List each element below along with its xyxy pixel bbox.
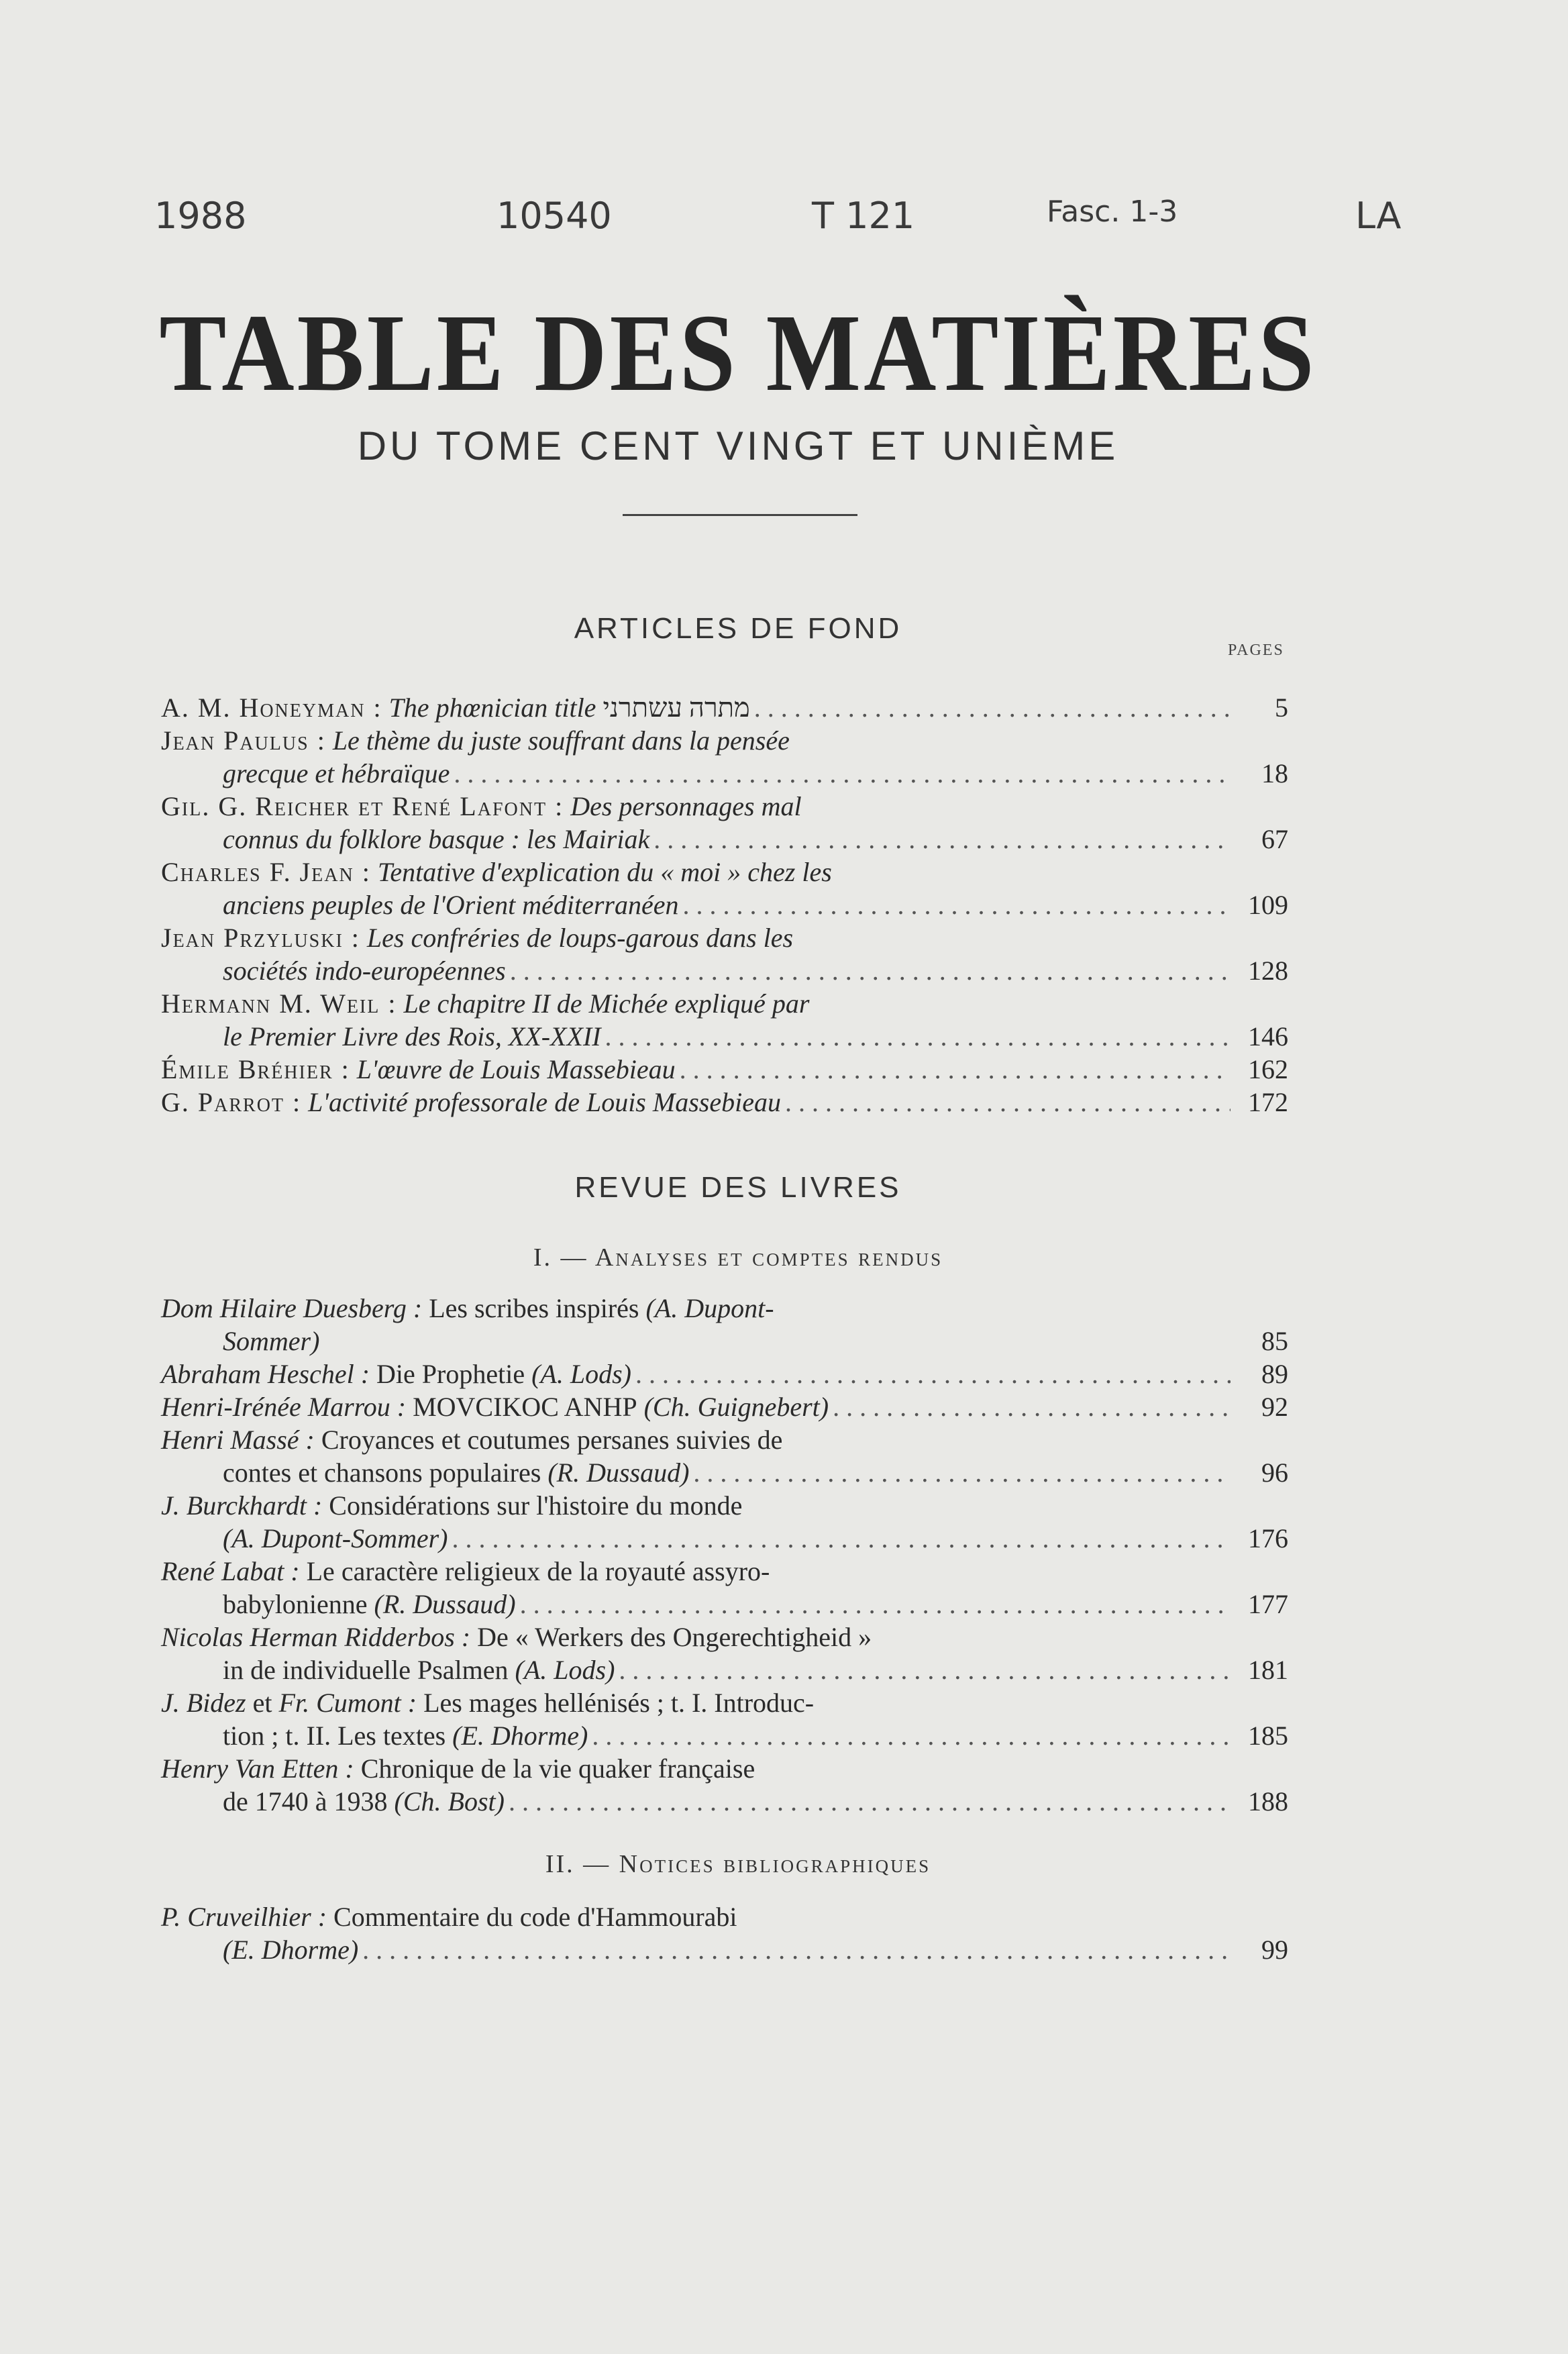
handwritten-note: LA	[1355, 195, 1402, 237]
review-entry	[161, 1621, 1288, 1686]
review-author: Henri-Irénée Marrou :	[161, 1392, 407, 1422]
review-entry	[161, 1390, 1288, 1423]
pages-column-label: PAGES	[1228, 642, 1284, 659]
article-title-cont: grecque et hébraïque	[223, 758, 450, 788]
review-book-cont: de 1740 à 1938	[223, 1786, 388, 1816]
article-title: Des personnages mal	[570, 791, 802, 821]
reviewer: (E. Dhorme)	[452, 1721, 588, 1751]
article-entry	[161, 856, 1288, 921]
review-author: Abraham Heschel :	[161, 1359, 370, 1389]
article-title: The phœnician title	[388, 693, 596, 723]
article-author: A. M. Honeyman :	[161, 693, 382, 723]
review-book: MOVCIKOC ANHP	[413, 1392, 637, 1422]
review-book-cont: in de individuelle Psalmen	[223, 1655, 509, 1685]
article-title-cont: sociétés indo-européennes	[223, 956, 506, 986]
review-author: J. Bidez	[161, 1688, 246, 1718]
review-book-cont: contes et chansons populaires	[223, 1457, 541, 1488]
page-number: 188	[1248, 1786, 1288, 1816]
page-number: 89	[1261, 1359, 1288, 1389]
review-book: Le caractère religieux de la royauté assyro-	[306, 1556, 770, 1586]
page-number: 85	[1261, 1326, 1288, 1356]
notice-author: P. Cruveilhier :	[161, 1902, 327, 1932]
page-number: 146	[1248, 1021, 1288, 1052]
reviewer: (E. Dhorme)	[223, 1935, 359, 1965]
reviewer: (A. Lods)	[531, 1359, 631, 1389]
article-title: L'activité professorale de Louis Massebieau	[308, 1087, 781, 1117]
reviewer: (Ch. Bost)	[394, 1786, 505, 1816]
review-entry	[161, 1358, 1288, 1390]
article-author: G. Parrot :	[161, 1087, 302, 1117]
leader-dots	[605, 1020, 1231, 1053]
leader-dots	[785, 1086, 1231, 1119]
page-number: 92	[1261, 1392, 1288, 1422]
article-title: Le thème du juste souffrant dans la pensée	[332, 725, 790, 756]
page-number: 128	[1248, 956, 1288, 986]
review-book: Croyances et coutumes persanes suivies de	[321, 1425, 783, 1455]
review-book-cont: babylonienne	[223, 1589, 368, 1619]
leader-dots	[654, 823, 1231, 856]
article-title-hebrew: מתרה עשתרני	[603, 693, 750, 723]
title-divider	[623, 514, 857, 516]
revue-heading: REVUE DES LIVRES	[574, 1171, 902, 1204]
leader-dots	[454, 757, 1231, 790]
review-author: J. Burckhardt :	[161, 1490, 323, 1521]
article-entry	[161, 987, 1288, 1053]
article-title: Le chapitre II de Michée expliqué par	[403, 988, 810, 1019]
review-conjunction: et	[252, 1688, 272, 1718]
review-entry	[161, 1489, 1288, 1555]
review-entry	[161, 1686, 1288, 1752]
article-author: Charles F. Jean :	[161, 857, 371, 887]
handwritten-note: T 121	[812, 195, 915, 237]
leader-dots	[520, 1588, 1231, 1621]
review-author: Henri Massé :	[161, 1425, 315, 1455]
article-title: L'œuvre de Louis Massebieau	[356, 1054, 676, 1084]
leader-dots	[635, 1358, 1231, 1390]
page-subtitle: DU TOME CENT VINGT ET UNIÈME	[357, 423, 1119, 468]
leader-dots	[510, 954, 1231, 987]
review-author: René Labat :	[161, 1556, 300, 1586]
leader-dots	[619, 1653, 1231, 1686]
reviewer: (A. Dupont-Sommer)	[223, 1523, 448, 1553]
article-entry	[161, 724, 1288, 790]
reviewer: (Ch. Guignebert)	[643, 1392, 829, 1422]
page-number: 5	[1275, 693, 1288, 723]
leader-dots	[754, 691, 1231, 724]
handwritten-note: 1988	[154, 195, 247, 237]
review-author: Henry Van Etten :	[161, 1753, 354, 1784]
article-title-cont: connus du folklore basque : les Mairiak	[223, 824, 650, 854]
leader-dots	[693, 1456, 1231, 1489]
analyses-heading: I. — Analyses et comptes rendus	[533, 1243, 943, 1272]
notice-entry	[161, 1900, 1288, 1966]
reviewer: (R. Dussaud)	[374, 1589, 516, 1619]
article-title-cont: anciens peuples de l'Orient méditerranéen	[223, 890, 679, 920]
article-author: Émile Bréhier :	[161, 1054, 350, 1084]
review-book: Die Prophetie	[376, 1359, 525, 1389]
article-entry	[161, 921, 1288, 987]
review-author-2: Fr. Cumont :	[278, 1688, 417, 1718]
review-book: Chronique de la vie quaker française	[360, 1753, 755, 1784]
handwritten-notes	[0, 195, 1568, 255]
review-book: Considérations sur l'histoire du monde	[329, 1490, 743, 1521]
review-book: De « Werkers des Ongerechtigheid »	[477, 1622, 872, 1652]
article-author: Jean Paulus :	[161, 725, 326, 756]
reviewer: (A. Dupont-	[645, 1293, 774, 1323]
page-number: 172	[1248, 1087, 1288, 1117]
review-entry	[161, 1292, 1288, 1358]
handwritten-note: 10540	[496, 195, 612, 237]
review-author: Dom Hilaire Duesberg :	[161, 1293, 423, 1323]
articles-heading: ARTICLES DE FOND	[574, 612, 902, 645]
review-author: Nicolas Herman Ridderbos :	[161, 1622, 471, 1652]
leader-dots	[683, 888, 1231, 921]
leader-dots	[592, 1719, 1231, 1752]
notices-heading: II. — Notices bibliographiques	[545, 1850, 931, 1878]
reviewer: (R. Dussaud)	[547, 1457, 690, 1488]
review-book: Les mages hellénisés ; t. I. Introduc-	[423, 1688, 815, 1718]
article-entry	[161, 790, 1288, 856]
page-number: 176	[1248, 1523, 1288, 1553]
article-title-cont: le Premier Livre des Rois, XX-XXII	[223, 1021, 601, 1052]
review-book: Les scribes inspirés	[429, 1293, 639, 1323]
reviewer: (A. Lods)	[515, 1655, 615, 1685]
review-book-cont: tion ; t. II. Les textes	[223, 1721, 446, 1751]
article-author: Hermann M. Weil :	[161, 988, 397, 1019]
review-entry	[161, 1423, 1288, 1489]
page-number: 67	[1261, 824, 1288, 854]
article-title: Les confréries de loups-garous dans les	[366, 923, 794, 953]
article-author: Jean Przyluski :	[161, 923, 360, 953]
page-number: 185	[1248, 1721, 1288, 1751]
page-number: 181	[1248, 1655, 1288, 1685]
leader-dots	[833, 1390, 1231, 1423]
article-entry	[161, 691, 1288, 724]
leader-dots	[680, 1053, 1231, 1086]
article-author: Gil. G. Reicher et René Lafont :	[161, 791, 564, 821]
page-number: 96	[1261, 1457, 1288, 1488]
page-number: 18	[1261, 758, 1288, 788]
page-number: 109	[1248, 890, 1288, 920]
page-title: TABLE DES MATIÈRES	[159, 291, 1317, 415]
page-number: 99	[1261, 1935, 1288, 1965]
page-number: 162	[1248, 1054, 1288, 1084]
review-entry	[161, 1555, 1288, 1621]
article-entry	[161, 1086, 1288, 1119]
article-title: Tentative d'explication du « moi » chez les	[377, 857, 832, 887]
reviewer-cont: Sommer)	[223, 1326, 320, 1356]
page-number: 177	[1248, 1589, 1288, 1619]
handwritten-note: Fasc. 1-3	[1047, 195, 1178, 229]
review-entry	[161, 1752, 1288, 1818]
notice-book: Commentaire du code d'Hammourabi	[333, 1902, 737, 1932]
leader-dots	[362, 1933, 1231, 1966]
leader-dots	[509, 1785, 1231, 1818]
article-entry	[161, 1053, 1288, 1086]
leader-dots	[452, 1522, 1231, 1555]
